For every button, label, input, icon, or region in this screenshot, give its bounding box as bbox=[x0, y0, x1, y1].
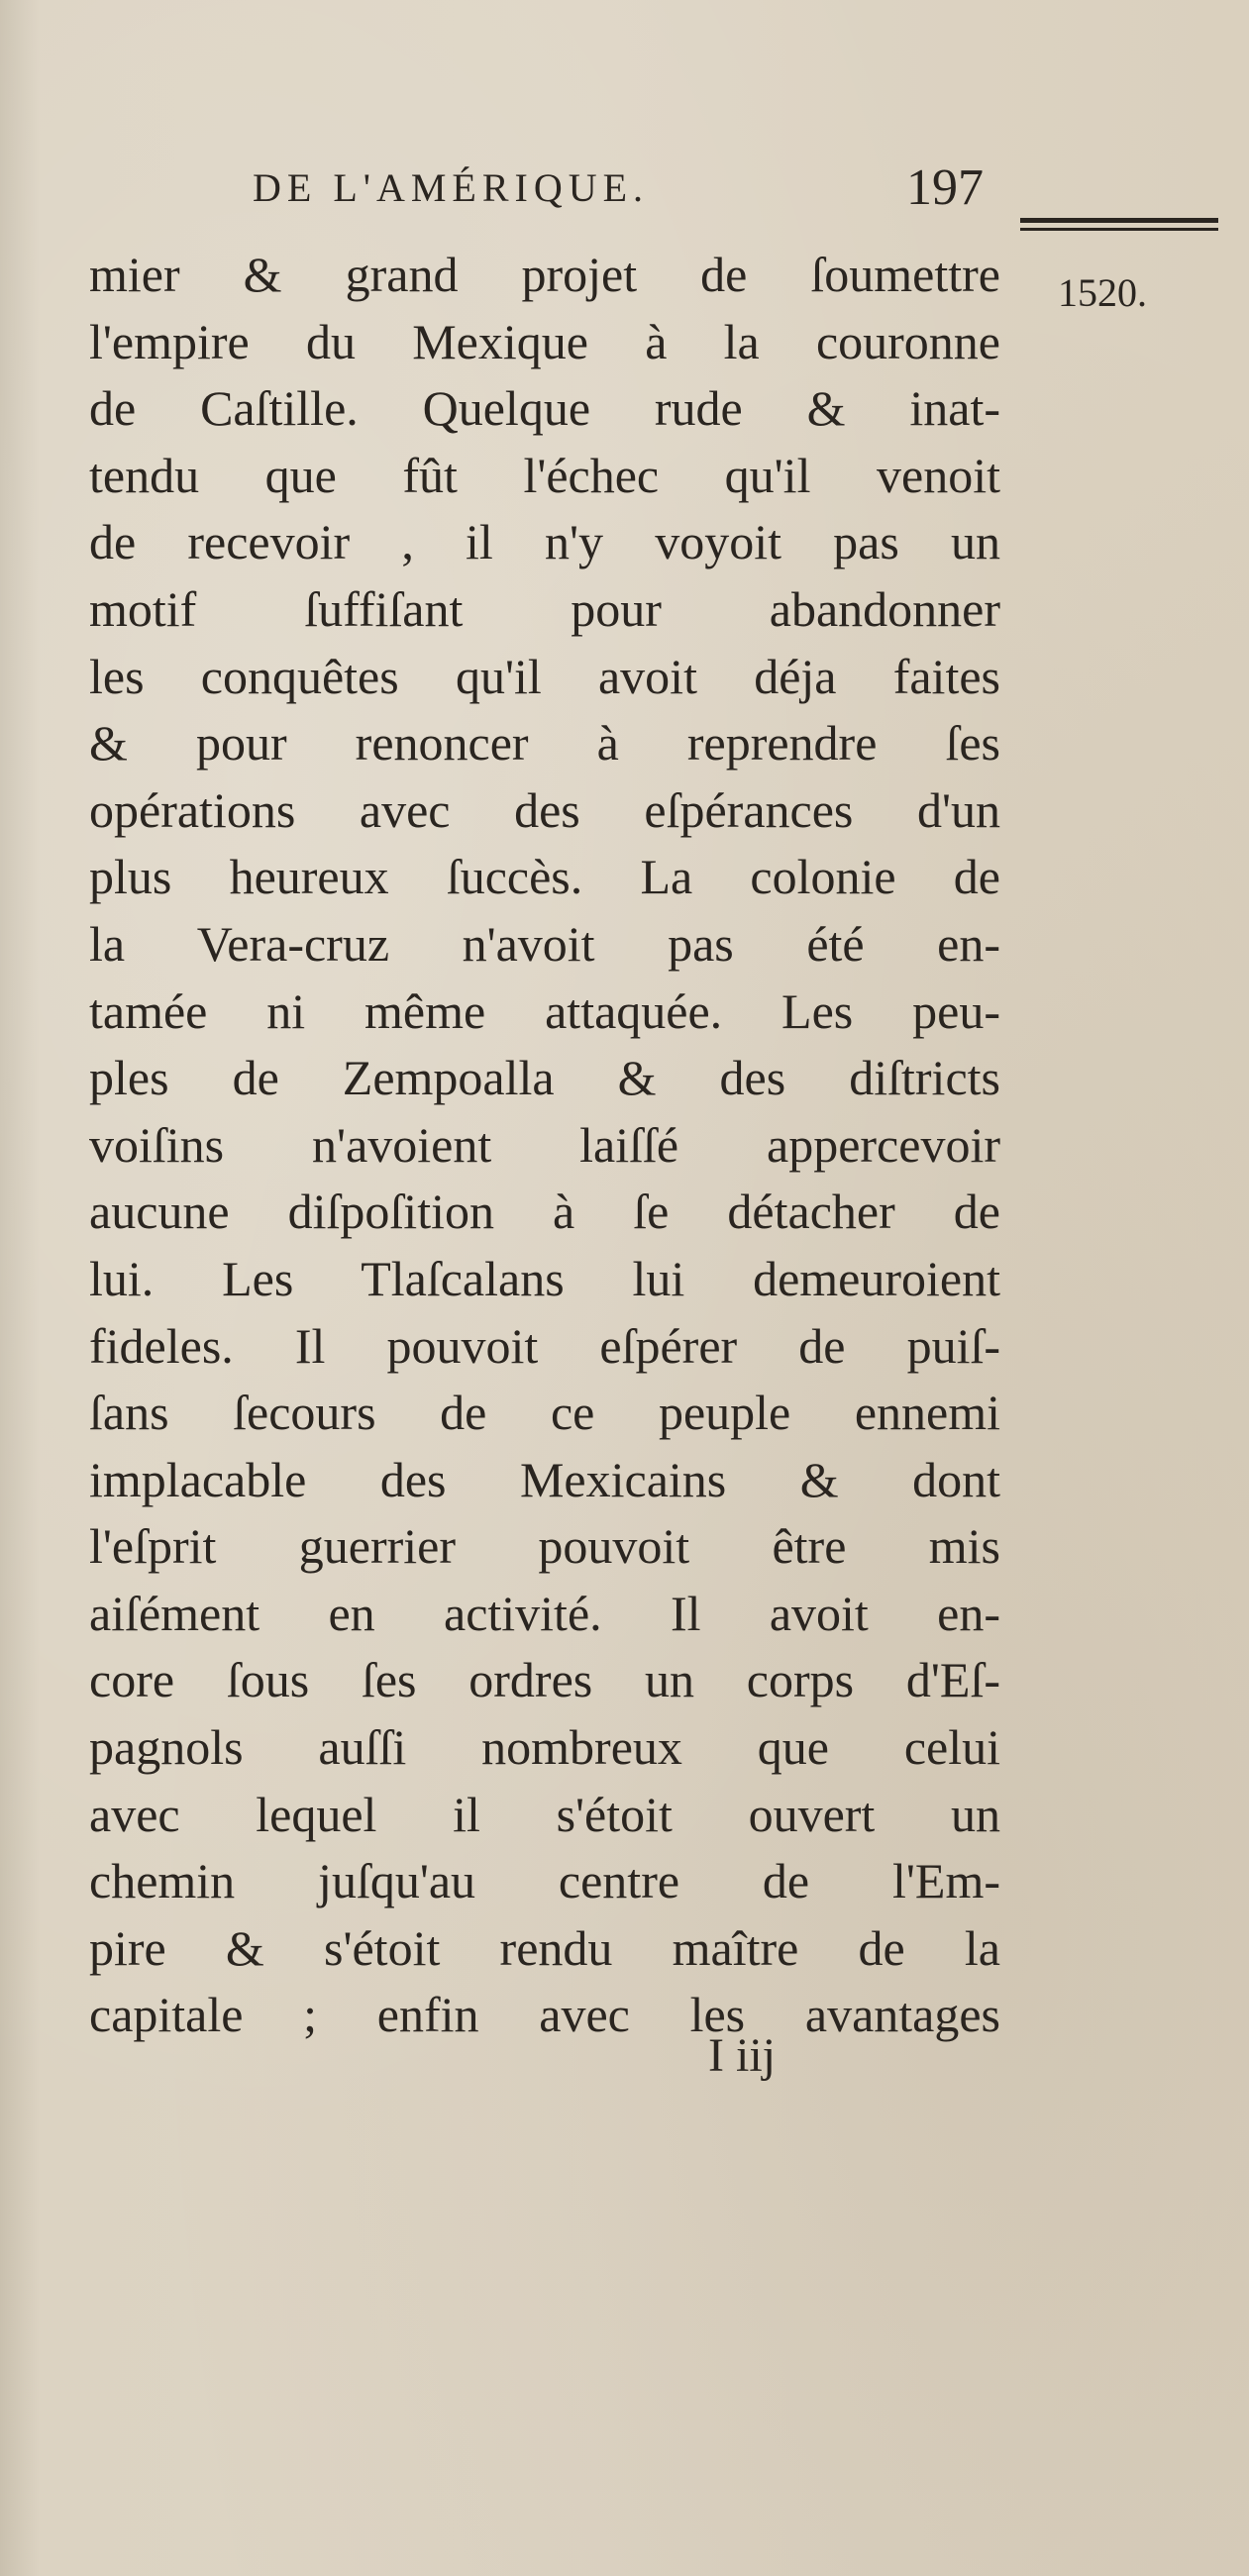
body-text bbox=[89, 242, 1000, 2049]
text-line: l'empire du Mexique à la couronne bbox=[89, 313, 1000, 369]
text-line: ſans ſecours de ce peuple ennemi bbox=[89, 1385, 1000, 1441]
rule-thick bbox=[1020, 218, 1218, 223]
header-double-rule bbox=[1020, 218, 1218, 236]
text-line: mier & grand projet de ſoumettre bbox=[89, 247, 1000, 302]
text-line: fideles. Il pouvoit eſpérer de puiſ- bbox=[89, 1317, 1000, 1374]
text-line: pire & s'étoit rendu maître de la bbox=[89, 1919, 1000, 1976]
margin-year-note: 1520. bbox=[1058, 270, 1147, 315]
text-line: plus heureux ſuccès. La colonie de bbox=[89, 849, 1000, 905]
text-line: la Vera-cruz n'avoit pas été en- bbox=[89, 915, 1000, 972]
text-line: tendu que fût l'échec qu'il venoit bbox=[89, 447, 1000, 503]
text-line: ples de Zempoalla & des diſtricts bbox=[89, 1050, 1000, 1106]
text-line: les conquêtes qu'il avoit déja faites bbox=[89, 648, 1000, 704]
text-line: & pour renoncer à reprendre ſes bbox=[89, 715, 1000, 772]
text-line: core ſous ſes ordres un corps d'Eſ- bbox=[89, 1652, 1000, 1708]
text-line: voiſins n'avoient laiſſé appercevoir bbox=[89, 1116, 1000, 1173]
text-line: capitale ; enfin avec les avantages bbox=[89, 1987, 1000, 2043]
running-head bbox=[253, 159, 1005, 224]
text-line: chemin juſqu'au centre de l'Em- bbox=[89, 1853, 1000, 1909]
text-line: aiſément en activité. Il avoit en- bbox=[89, 1585, 1000, 1641]
text-line: pagnols auſſi nombreux que celui bbox=[89, 1719, 1000, 1776]
text-line: motif ſuffiſant pour abandonner bbox=[89, 580, 1000, 637]
text-line: avec lequel il s'étoit ouvert un bbox=[89, 1786, 1000, 1842]
text-line: opérations avec des eſpérances d'un bbox=[89, 781, 1000, 838]
text-line: l'eſprit guerrier pouvoit être mis bbox=[89, 1518, 1000, 1575]
text-line: implacable des Mexicains & dont bbox=[89, 1451, 1000, 1507]
signature-mark: I iij bbox=[708, 2029, 776, 2082]
running-head-title: DE L'AMÉRIQUE. bbox=[253, 165, 650, 210]
text-line: de recevoir , il n'y voyoit pas un bbox=[89, 514, 1000, 570]
text-line: aucune diſpoſition à ſe détacher de bbox=[89, 1184, 1000, 1240]
text-line: lui. Les Tlaſcalans lui demeuroient bbox=[89, 1250, 1000, 1306]
rule-thin bbox=[1020, 228, 1218, 231]
text-line: de Caſtille. Quelque rude & inat- bbox=[89, 380, 1000, 437]
text-line: tamée ni même attaquée. Les peu- bbox=[89, 982, 1000, 1039]
page-number: 197 bbox=[906, 159, 984, 216]
